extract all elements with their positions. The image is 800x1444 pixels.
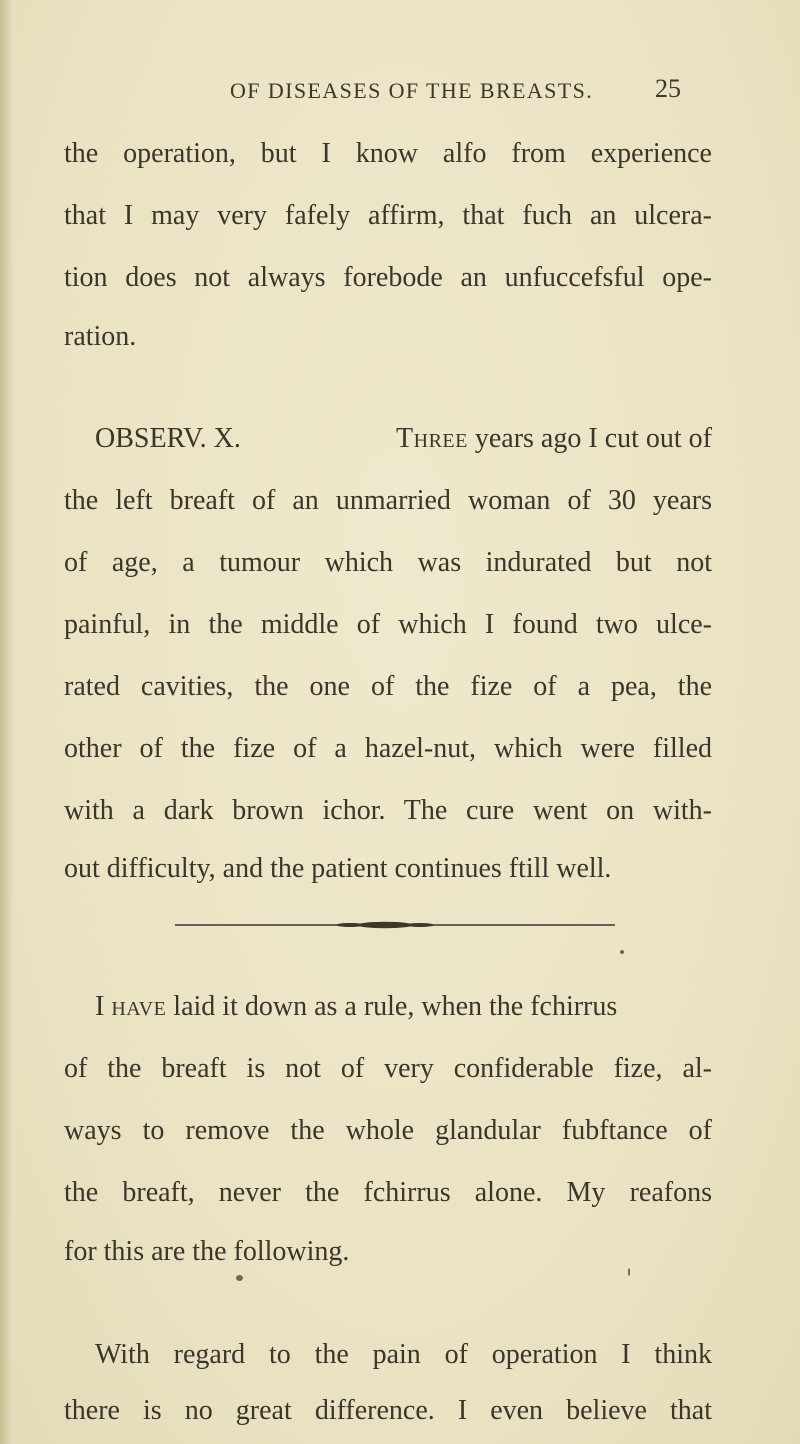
text-line: that I may very fafely affirm, that fuch an ulcera-: [64, 200, 712, 231]
observation-label: OBSERV. X.: [95, 423, 241, 454]
text-line: of age, a tumour which was indurated but not: [64, 547, 712, 578]
text-line: With regard to the pain of operation I think: [95, 1339, 712, 1370]
text-line: other of the fize of a hazel-nut, which were filled: [64, 733, 712, 764]
lead-letter: I: [95, 991, 105, 1022]
text-line: the left breaft of an unmarried woman of 30 years: [64, 485, 712, 516]
text-line: the operation, but I know alfo from experience: [64, 138, 712, 169]
text-line: for this are the following.: [64, 1236, 350, 1267]
text-line: with a dark brown ichor. The cure went on with-: [64, 795, 712, 826]
page-number: 25: [655, 74, 681, 103]
observation-heading-line: [95, 420, 712, 458]
paper-speck: [236, 1275, 243, 1281]
text-line: painful, in the middle of which I found two ulce-: [64, 609, 712, 640]
text-line: ration.: [64, 321, 137, 352]
text-line: out difficulty, and the patient continues ftill well.: [64, 853, 612, 884]
paper-speck: [628, 1268, 630, 1276]
page-binding-edge: [0, 0, 14, 1444]
text-line: laid it down as a rule, when the fchirrus: [166, 991, 618, 1022]
lead-word: Three: [396, 423, 468, 454]
paper-speck: [620, 950, 624, 954]
text-line: there is no great difference. I even believe that: [64, 1395, 712, 1426]
text-line: tion does not always forebode an unfuccefsful ope-: [64, 262, 712, 293]
running-head: OF DISEASES OF THE BREASTS.: [230, 78, 594, 103]
text-line: the breaft, never the fchirrus alone. My reafons: [64, 1177, 712, 1208]
text-line: rated cavities, the one of the fize of a pea, the: [64, 671, 712, 702]
paragraph-opening-line: [95, 988, 712, 1026]
text-line: years ago I cut out of: [467, 423, 712, 454]
text-line: of the breaft is not of very confiderable fize, al-: [64, 1053, 712, 1084]
lead-word: have: [111, 991, 167, 1022]
ornamental-rule: [175, 920, 615, 930]
text-line: ways to remove the whole glandular fubftance of: [64, 1115, 712, 1146]
